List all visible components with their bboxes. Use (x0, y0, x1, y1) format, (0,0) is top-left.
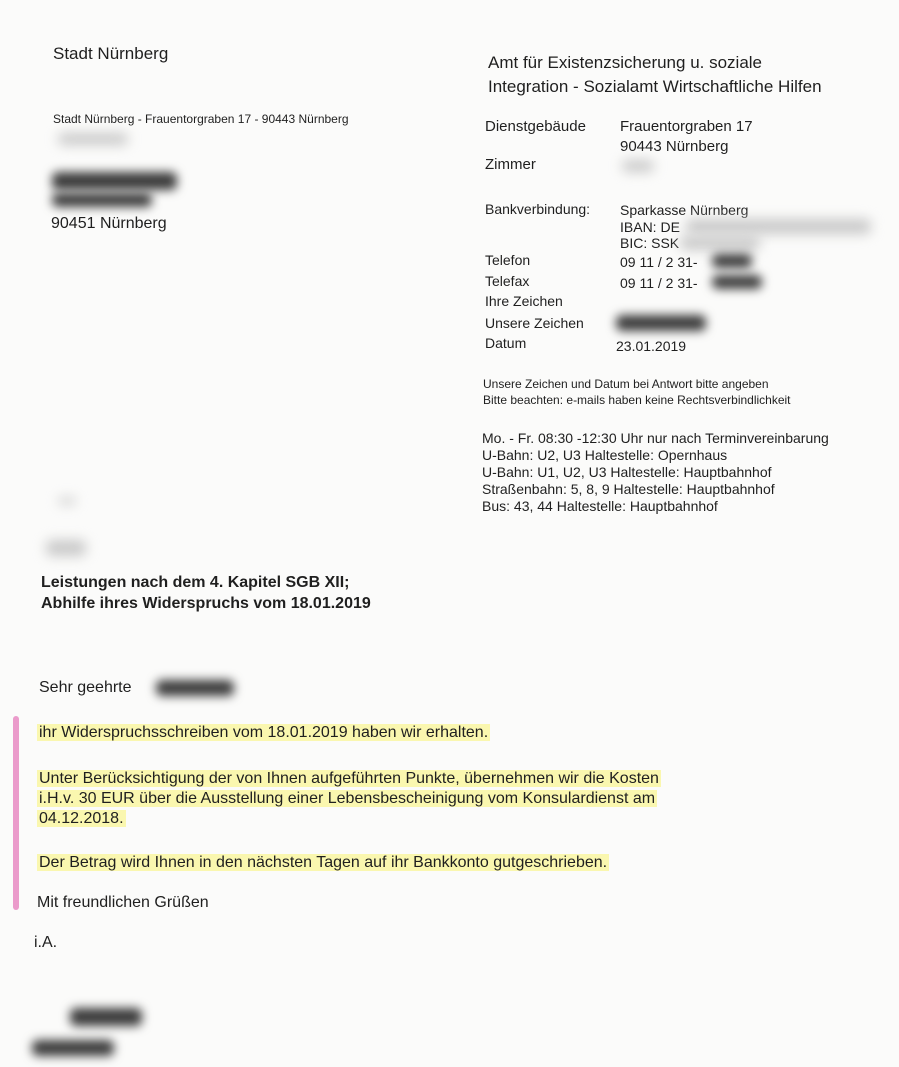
paragraph-2-line2: i.H.v. 30 EUR über die Ausstellung einer Lebensbescheinigung vom Konsulardienst am (39, 790, 656, 807)
transit-line-3: Straßenbahn: 5, 8, 9 Haltestelle: Hauptbahnhof (482, 481, 775, 497)
subject-line1: Leistungen nach dem 4. Kapitel SGB XII; (41, 574, 350, 591)
redacted-fax (712, 275, 762, 289)
redacted-room (622, 160, 654, 172)
date-label: Datum (485, 335, 527, 351)
room-label: Zimmer (485, 156, 536, 173)
redacted-signature-name (70, 1008, 142, 1026)
date-value: 23.01.2019 (616, 338, 687, 354)
building-street: Frauentorgraben 17 (620, 118, 753, 135)
redacted-bic (680, 236, 760, 250)
recipient-city: 90451 Nürnberg (51, 215, 167, 232)
scan-speck (58, 498, 76, 504)
paragraph-2-line3: 04.12.2018. (39, 810, 124, 827)
scan-speck (46, 540, 86, 556)
margin-marker (13, 716, 19, 910)
paragraph-1: ihr Widerspruchsschreiben vom 18.01.2019 haben wir erhalten. (39, 724, 489, 741)
bank-label: Bankverbindung: (485, 201, 591, 217)
fax-label: Telefax (485, 273, 530, 289)
redacted-phone (712, 254, 752, 268)
note-line2: Bitte beachten: e-mails haben keine Rechtsverbindlichkeit (483, 393, 791, 407)
office-hours: Mo. - Fr. 08:30 -12:30 Uhr nur nach Terminvereinbarung (482, 430, 829, 446)
phone-label: Telefon (485, 252, 531, 268)
office-name-line2: Integration - Sozialamt Wirtschaftliche Hilfen (488, 77, 822, 96)
redacted-our-ref (616, 315, 706, 331)
office-name-line1: Amt für Existenzsicherung u. soziale (488, 53, 763, 72)
your-ref-label: Ihre Zeichen (485, 293, 563, 309)
fax-value: 09 11 / 2 31- (620, 275, 698, 291)
redacted-line (58, 133, 128, 145)
return-address: Stadt Nürnberg - Frauentorgraben 17 - 90443 Nürnberg (53, 112, 349, 126)
closing: Mit freundlichen Grüßen (37, 894, 209, 911)
building-label: Dienstgebäude (485, 118, 586, 135)
redacted-recipient-name (52, 172, 177, 190)
redacted-salutation-name (156, 680, 234, 696)
iban: IBAN: DE (620, 219, 680, 235)
redacted-recipient-street (52, 193, 152, 207)
phone-value: 09 11 / 2 31- (620, 254, 698, 270)
transit-line-4: Bus: 43, 44 Haltestelle: Hauptbahnhof (482, 498, 718, 514)
redacted-signature-title (32, 1040, 114, 1056)
salutation: Sehr geehrte (39, 679, 132, 696)
bic: BIC: SSK (620, 235, 680, 251)
transit-line-2: U-Bahn: U1, U2, U3 Haltestelle: Hauptbahnhof (482, 464, 772, 480)
subject-line2: Abhilfe ihres Widerspruchs vom 18.01.2019 (41, 595, 371, 612)
paragraph-2-line1: Unter Berücksichtigung der von Ihnen aufgeführten Punkte, übernehmen wir die Kosten (39, 770, 659, 787)
redacted-iban (686, 219, 871, 234)
building-city: 90443 Nürnberg (620, 138, 729, 155)
our-ref-label: Unsere Zeichen (485, 315, 584, 331)
bank-name: Sparkasse Nürnberg (620, 202, 749, 218)
paragraph-3: Der Betrag wird Ihnen in den nächsten Tagen auf ihr Bankkonto gutgeschrieben. (39, 854, 608, 871)
note-line1: Unsere Zeichen und Datum bei Antwort bitte angeben (483, 377, 769, 391)
sender-city: Stadt Nürnberg (53, 44, 169, 63)
ia: i.A. (34, 934, 58, 951)
transit-line-1: U-Bahn: U2, U3 Haltestelle: Opernhaus (482, 447, 728, 463)
